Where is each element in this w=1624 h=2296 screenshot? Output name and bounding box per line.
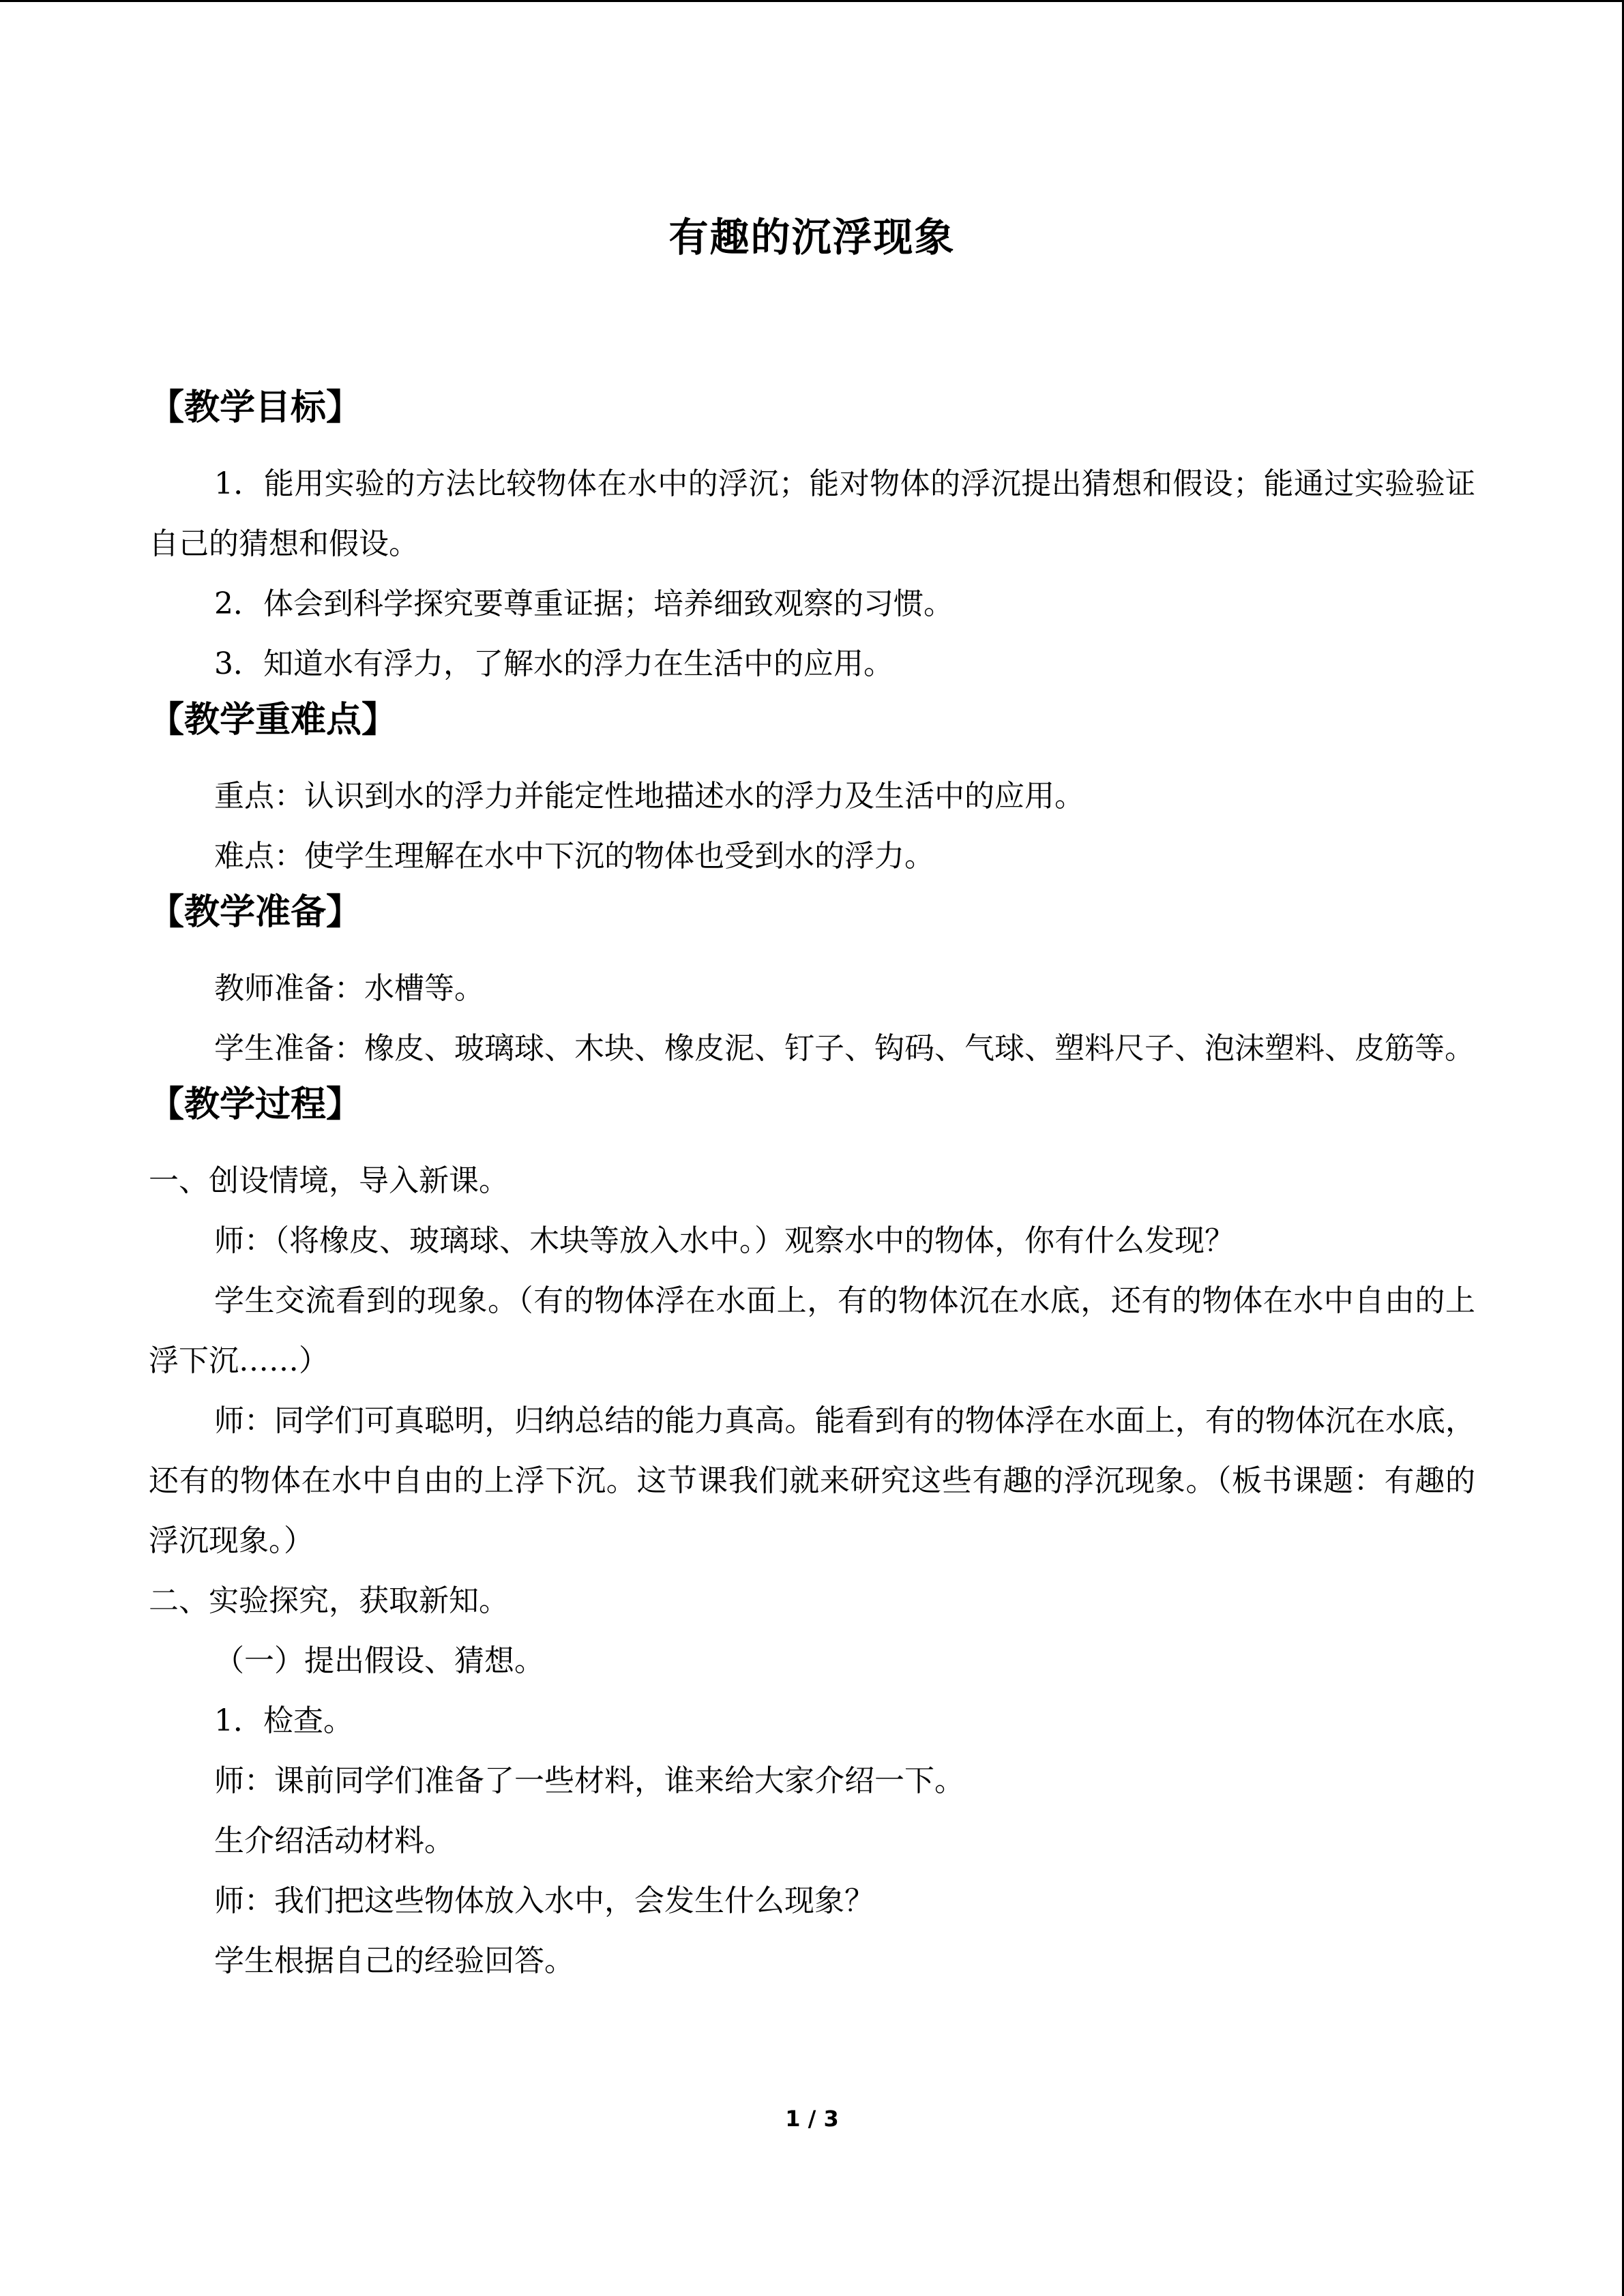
process-item: 学生根据自己的经验回答。 xyxy=(214,1943,574,1978)
section-heading-key-points: 【教学重难点】 xyxy=(149,700,398,741)
document-title: 有趣的沉浮现象 xyxy=(668,214,956,260)
process-item: 1．检查。 xyxy=(214,1703,353,1738)
preparation-item-1: 教师准备：水槽等。 xyxy=(214,971,484,1006)
process-item: 师：同学们可真聪明，归纳总结的能力真高。能看到有的物体浮在水面上，有的物体沉在水底，还有的物体在水中自由的上浮下沉。这节课我们就来研究这些有趣的浮沉现象。（板书课题：有趣的浮沉现象。） xyxy=(149,1403,1475,1558)
key-point-item-2: 难点：使学生理解在水中下沉的物体也受到水的浮力。 xyxy=(214,839,934,874)
document-body xyxy=(149,382,1475,1991)
preparation-item-2: 学生准备：橡皮、玻璃球、木块、橡皮泥、钉子、钩码、气球、塑料尺子、泡沫塑料、皮筋等。 xyxy=(214,1031,1475,1066)
goal-item-2: 2．体会到科学探究要尊重证据；培养细致观察的习惯。 xyxy=(214,586,954,621)
spacer xyxy=(149,1139,1475,1151)
process-item: 学生交流看到的现象。（有的物体浮在水面上，有的物体沉在水底，还有的物体在水中自由的上浮下沉……） xyxy=(149,1283,1475,1378)
process-step-heading: 二、实验探究，获取新知。 xyxy=(149,1583,509,1618)
section-heading-goals: 【教学目标】 xyxy=(149,387,362,428)
process-step-heading: 一、创设情境，导入新课。 xyxy=(149,1163,509,1198)
spacer xyxy=(149,754,1475,766)
process-item: （一）提出假设、猜想。 xyxy=(214,1643,544,1678)
goal-item-3: 3．知道水有浮力，了解水的浮力在生活中的应用。 xyxy=(214,646,894,681)
section-heading-process: 【教学过程】 xyxy=(149,1084,362,1125)
page-number: 1 / 3 xyxy=(785,2106,839,2132)
process-item: 师：（将橡皮、玻璃球、木块等放入水中。）观察水中的物体，你有什么发现？ xyxy=(214,1223,1235,1258)
key-point-item-1: 重点：认识到水的浮力并能定性地描述水的浮力及生活中的应用。 xyxy=(214,779,1084,814)
spacer xyxy=(149,946,1475,959)
section-heading-preparation: 【教学准备】 xyxy=(149,892,362,933)
spacer xyxy=(149,442,1475,454)
goal-item-1: 1．能用实验的方法比较物体在水中的浮沉；能对物体的浮沉提出猜想和假设；能通过实验验证自己的猜想和假设。 xyxy=(149,466,1475,561)
process-item: 生介绍活动材料。 xyxy=(214,1823,454,1858)
process-item: 师：我们把这些物体放入水中，会发生什么现象？ xyxy=(214,1883,874,1918)
process-item: 师：课前同学们准备了一些材料，谁来给大家介绍一下。 xyxy=(214,1763,964,1798)
